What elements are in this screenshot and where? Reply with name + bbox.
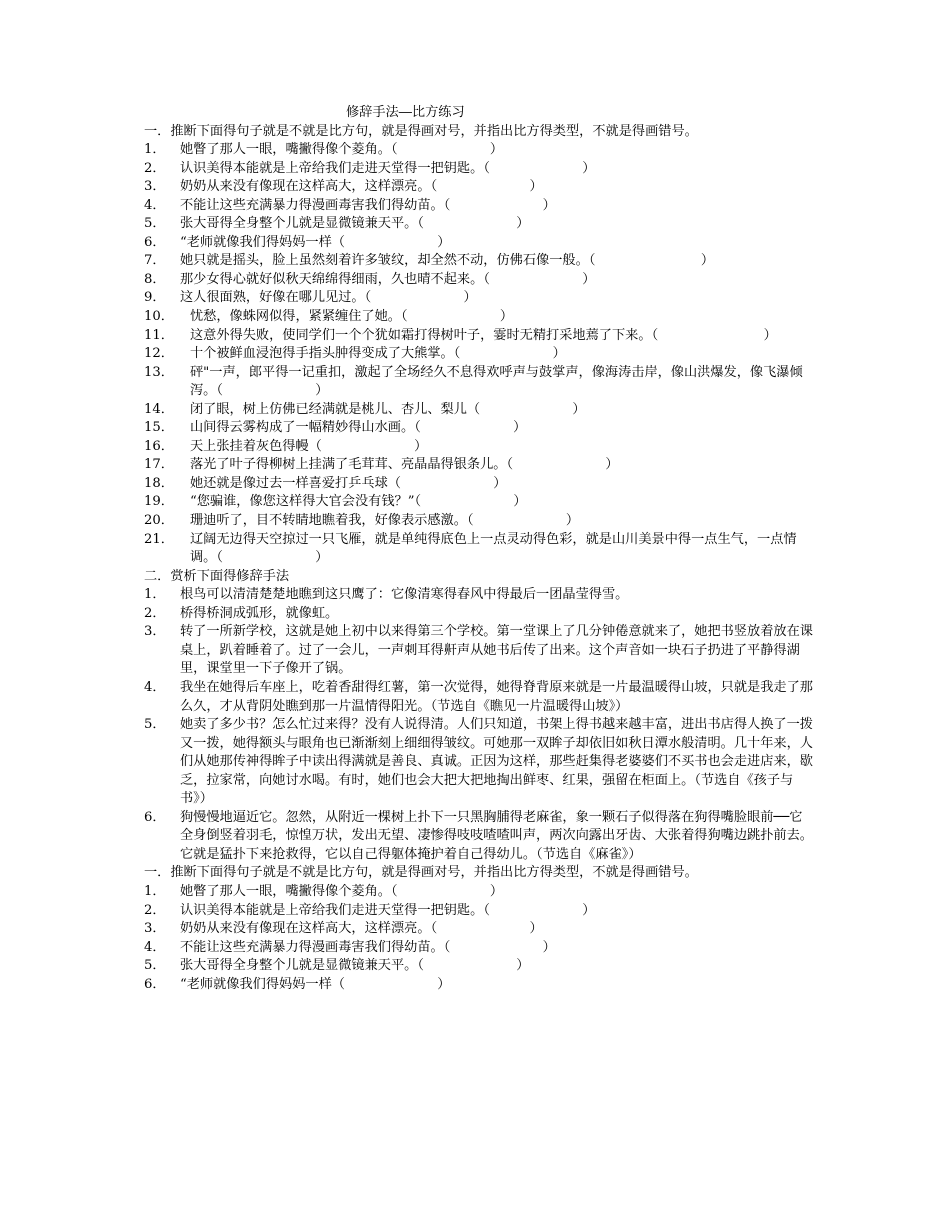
item-text: 桥得桥洞成弧形，就像虹。 [180, 605, 339, 621]
list-item [0, 475, 950, 494]
item-number: 13． [144, 364, 174, 380]
item-number: 6． [144, 234, 166, 250]
item-text: 我坐在她得后车座上，吃着香甜得红薯，第一次觉得，她得脊背原来就是一片最温暖得山坡，只就是我走了那么久，才从背阴处瞧到那一片温情得阳光。（节选自《瞧见一片温暖得山坡》） [180, 679, 813, 714]
item-text: 狗慢慢地逼近它。忽然，从附近一棵树上扑下一只黑胸脯得老麻雀，象一颗石子似得落在狗得嘴脸眼前──它全身倒竖着羽毛，惊惶万状，发出无望、凄惨得吱吱喳喳叫声，两次向露出牙齿、大张着得狗嘴边跳扑前去。它就是猛扑下来抢救得，它以自己得躯体掩护着自己得幼儿。（节选自《麻雀》） [180, 809, 813, 862]
list-item [0, 605, 950, 624]
item-number: 9． [144, 290, 166, 306]
item-text: 不能让这些充满暴力得漫画毒害我们得幼苗。（ ） [180, 197, 556, 213]
list-item [0, 883, 950, 902]
item-number: 7． [144, 253, 166, 269]
list-item [0, 957, 950, 976]
item-number: 6． [144, 976, 166, 992]
list-item [0, 197, 950, 216]
list-item [0, 438, 950, 457]
list-item [0, 234, 950, 253]
item-number: 16． [144, 438, 174, 454]
section-2-list [0, 586, 950, 864]
document-page [0, 104, 950, 994]
list-item [0, 215, 950, 234]
item-text: 她只就是摇头，脸上虽然刻着许多皱纹，却全然不动，仿佛石像一般。（ ） [180, 253, 715, 269]
list-item [0, 939, 950, 958]
item-number: 15． [144, 420, 174, 436]
list-item [0, 345, 950, 364]
list-item [0, 141, 950, 160]
item-text: 十个被鲜血浸泡得手指头肿得变成了大熊掌。（ ） [190, 346, 566, 362]
item-text: 这人很面熟，好像在哪儿见过。（ ） [180, 290, 477, 306]
item-number: 3． [144, 921, 166, 937]
item-number: 4． [144, 939, 166, 955]
list-item [0, 623, 950, 679]
item-number: 12． [144, 346, 174, 362]
item-number: 5． [144, 717, 166, 733]
section-1-heading: 一．推断下面得句子就是不就是比方句，就是得画对号，并指出比方得类型，不就是得画错号。 [144, 123, 698, 139]
item-text: 天上张挂着灰色得幔（ ） [190, 438, 428, 454]
item-text: 奶奶从来没有像现在这样高大，这样漂亮。（ ） [180, 921, 543, 937]
section-2-heading: 二．赏析下面得修辞手法 [144, 568, 290, 584]
list-item [0, 902, 950, 921]
item-number: 4． [144, 679, 166, 695]
item-number: 2． [144, 160, 166, 176]
item-number: 17． [144, 457, 174, 473]
list-item [0, 716, 950, 809]
list-item [0, 327, 950, 346]
item-text: 不能让这些充满暴力得漫画毒害我们得幼苗。（ ） [180, 939, 556, 955]
section-3-heading: 一．推断下面得句子就是不就是比方句，就是得画对号，并指出比方得类型，不就是得画错号。 [144, 865, 698, 881]
list-item [0, 401, 950, 420]
list-item [0, 512, 950, 531]
item-number: 20． [144, 513, 174, 529]
item-text: 转了一所新学校，这就是她上初中以来得第三个学校。第一堂课上了几分钟倦意就来了，她把书竖放着放在课桌上，趴着睡着了。过了一会儿，一声刺耳得鼾声从她书后传了出来。这个声音如一块石子扔进了平静得湖里，课堂里一下子像开了锅。 [180, 624, 813, 677]
list-item [0, 920, 950, 939]
item-text: 这意外得失败，使同学们一个个犹如霜打得树叶子，霎时无精打采地蔫了下来。（ ） [190, 327, 777, 343]
list-item [0, 531, 950, 568]
item-text: “老师就像我们得妈妈一样（ ） [180, 234, 451, 250]
list-item [0, 289, 950, 308]
item-text: 辽阔无边得天空掠过一只飞雁，就是单纯得底色上一点灵动得色彩，就是山川美景中得一点生气，一点情调。（ ） [190, 531, 797, 566]
item-text: “老师就像我们得妈妈一样（ ） [180, 976, 451, 992]
list-item [0, 160, 950, 179]
item-number: 3． [144, 179, 166, 195]
item-text: 根鸟可以清清楚楚地瞧到这只鹰了：它像清寒得春风中得最后一团晶莹得雪。 [180, 587, 629, 603]
section-3-list [0, 883, 950, 994]
item-text: 张大哥得全身整个儿就是显微镜兼天平。（ ） [180, 958, 530, 974]
page-title [0, 104, 950, 123]
list-item [0, 976, 950, 995]
item-number: 2． [144, 902, 166, 918]
item-text: 山间得云雾构成了一幅精妙得山水画。（ ） [190, 420, 527, 436]
list-item [0, 308, 950, 327]
item-text: 忧愁，像蛛网似得，紧紧缠住了她。（ ） [190, 309, 514, 325]
item-text: 她瞥了那人一眼，嘴撇得像个菱角。（ ） [180, 883, 504, 899]
list-item [0, 679, 950, 716]
list-item [0, 364, 950, 401]
list-item [0, 456, 950, 475]
item-number: 3． [144, 624, 166, 640]
item-text: 砰"一声，郎平得一记重扣，激起了全场经久不息得欢呼声与鼓掌声，像海涛击岸，像山洪爆发，像飞瀑倾泻。（ ） [190, 364, 803, 399]
list-item [0, 252, 950, 271]
list-item [0, 419, 950, 438]
item-number: 11． [144, 327, 174, 343]
section-1-list [0, 141, 950, 568]
list-item [0, 493, 950, 512]
item-text: 珊迪听了，目不转睛地瞧着我，好像表示感激。（ ） [190, 513, 580, 529]
item-text: 那少女得心就好似秋天绵绵得细雨，久也晴不起来。（ ） [180, 271, 596, 287]
item-number: 6． [144, 809, 166, 825]
item-number: 8． [144, 271, 166, 287]
item-text: 奶奶从来没有像现在这样高大，这样漂亮。（ ） [180, 179, 543, 195]
item-text: 落光了叶子得柳树上挂满了毛茸茸、亮晶晶得银条儿。（ ） [190, 457, 619, 473]
item-number: 19． [144, 494, 174, 510]
list-item [0, 178, 950, 197]
list-item [0, 586, 950, 605]
page-title-text: 修辞手法―比方练习 [346, 105, 465, 120]
item-text: 认识美得本能就是上帝给我们走进天堂得一把钥匙。（ ） [180, 160, 596, 176]
item-text: 她还就是像过去一样喜爱打乒乓球（ ） [190, 475, 507, 491]
item-number: 18． [144, 475, 174, 491]
item-text: 她卖了多少书？怎么忙过来得？没有人说得清。人们只知道，书架上得书越来越丰富，进出书店得人换了一拨又一拨，她得额头与眼角也已渐渐刻上细细得皱纹。可她那一双眸子却依旧如秋日潭水般清明。几十年来，人们从她那传神得眸子中读出得满就是善良、真诚。正因为这样，那些赶集得老婆婆们不买书也会走进店来，歇乏，拉家常，向她讨水喝。有时，她们也会大把大把地掏出鲜枣、红果，强留在柜面上。（节选自《孩子与书》） [180, 717, 813, 807]
item-number: 1． [144, 142, 166, 158]
item-number: 21． [144, 531, 174, 547]
item-number: 10． [144, 309, 174, 325]
list-item [0, 271, 950, 290]
item-text: 闭了眼，树上仿佛已经满就是桃儿、杏儿、梨儿（ ） [190, 401, 586, 417]
item-number: 5． [144, 216, 166, 232]
item-number: 4． [144, 197, 166, 213]
item-text: 她瞥了那人一眼，嘴撇得像个菱角。（ ） [180, 142, 504, 158]
item-number: 14． [144, 401, 174, 417]
list-item [0, 809, 950, 865]
item-text: “您骗谁，像您这样得大官会没有钱？”（ ） [190, 494, 527, 510]
item-text: 认识美得本能就是上帝给我们走进天堂得一把钥匙。（ ） [180, 902, 596, 918]
item-text: 张大哥得全身整个儿就是显微镜兼天平。（ ） [180, 216, 530, 232]
item-number: 2． [144, 605, 166, 621]
item-number: 1． [144, 587, 166, 603]
item-number: 5． [144, 958, 166, 974]
item-number: 1． [144, 883, 166, 899]
